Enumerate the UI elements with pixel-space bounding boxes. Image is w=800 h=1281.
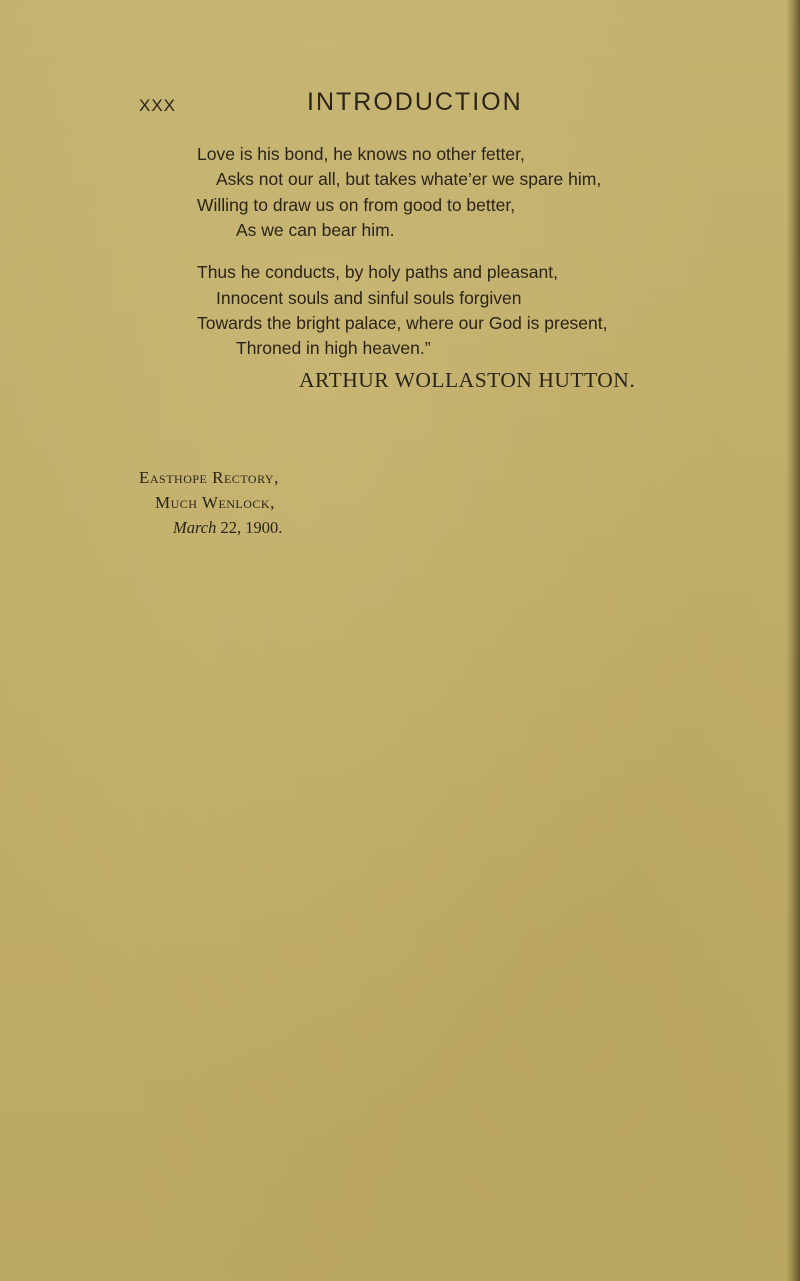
date-line [173, 518, 282, 538]
running-header-title: INTRODUCTION [307, 88, 523, 116]
page-number: XXX [139, 96, 177, 115]
poem-line: Innocent souls and sinful souls forgiven [216, 288, 522, 308]
poem-line: Throned in high heaven.” [236, 338, 431, 358]
poem-line: Willing to draw us on from good to better, [197, 195, 516, 215]
author-signature: ARTHUR WOLLASTON HUTTON. [299, 368, 636, 392]
poem-line: Love is his bond, he knows no other fetter, [197, 144, 525, 164]
poem-line: Thus he conducts, by holy paths and pleasant, [197, 262, 558, 282]
date-day-year: 22, 1900. [216, 518, 283, 537]
address-line-1: Easthope Rectory, [139, 468, 279, 487]
address-line-2: Much Wenlock, [155, 493, 275, 512]
poem-line: Asks not our all, but takes whate’er we spare him, [216, 169, 602, 189]
poem-line: As we can bear him. [236, 220, 395, 240]
page-edge-shadow [786, 0, 800, 1281]
poem-line: Towards the bright palace, where our God is present, [197, 313, 608, 333]
date-month: March [173, 518, 217, 537]
